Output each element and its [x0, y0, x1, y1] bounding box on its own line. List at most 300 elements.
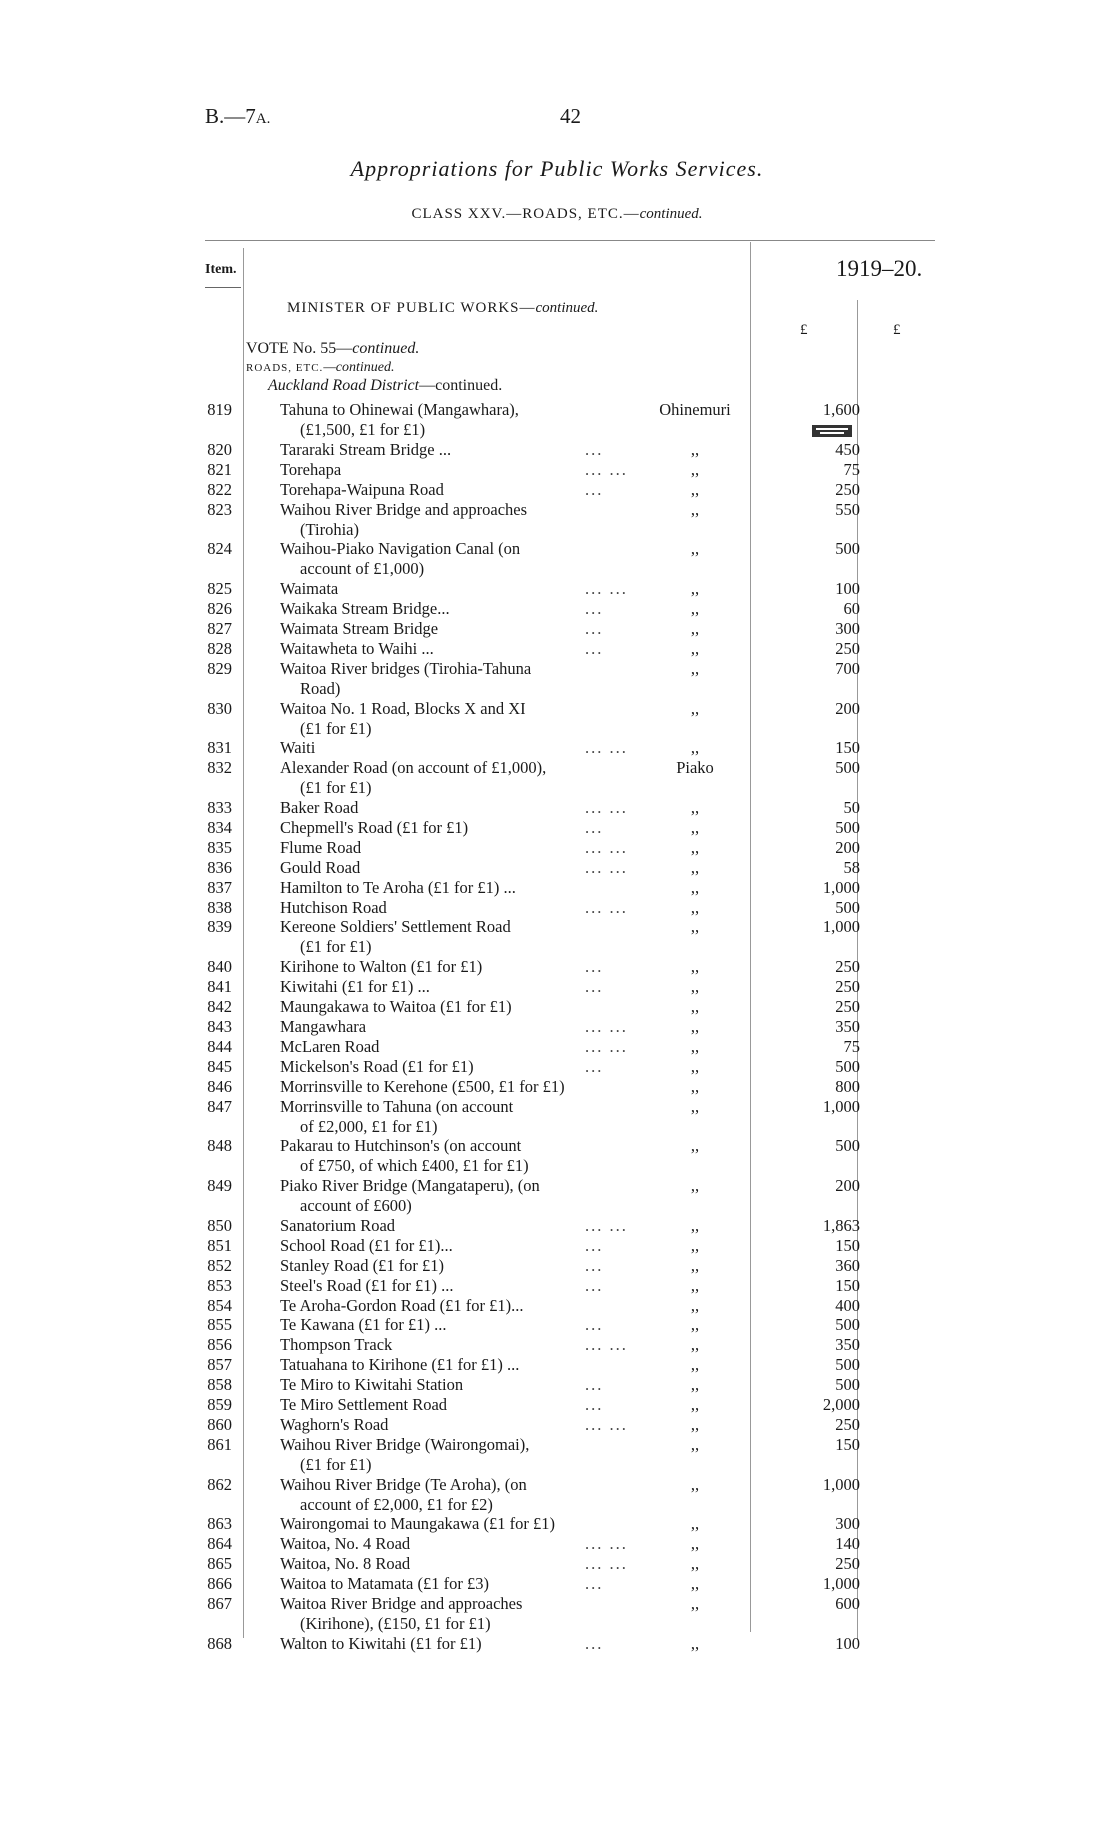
description-line: Te Kawana (£1 for £1) ... — [280, 1315, 447, 1335]
description-continuation: (£1,500, £1 for £1) — [300, 420, 426, 439]
description-line: Waghorn's Road — [280, 1414, 389, 1434]
leader-dots: ... ... — [585, 738, 628, 758]
item-district: ,, — [690, 1633, 700, 1653]
description-line: Walton to Kiwitahi (£1 for £1) — [280, 1633, 482, 1653]
item-amount: 500 — [835, 539, 860, 559]
description-line: Mickelson's Road (£1 for £1) — [280, 1056, 474, 1076]
item-amount: 1,863 — [822, 1215, 860, 1235]
item-district: ,, — [690, 1335, 700, 1355]
item-description — [280, 1215, 628, 1236]
item-description — [280, 459, 628, 480]
item-district: ,, — [690, 1235, 700, 1255]
description-continuation: of £2,000, £1 for £1) — [300, 1116, 438, 1136]
district-heading-name: Auckland Road District — [268, 377, 420, 394]
item-district: ,, — [690, 1474, 700, 1494]
item-number: 852 — [207, 1255, 232, 1275]
item-header-rule — [205, 287, 241, 288]
item-district: ,, — [690, 439, 700, 459]
roads-heading-main: ROADS, ETC. — [246, 362, 324, 374]
leader-dots: ... ... — [585, 1215, 628, 1235]
description-line: Flume Road — [280, 837, 362, 857]
item-number: 863 — [207, 1514, 232, 1534]
leader-dots: ... — [585, 957, 604, 977]
page-title: Appropriations for Public Works Services. — [350, 156, 764, 181]
leader-dots: ... — [585, 638, 604, 658]
item-number: 838 — [207, 897, 232, 917]
description-continuation: account of £2,000, £1 for £2) — [300, 1494, 493, 1514]
item-description — [280, 579, 628, 599]
item-description — [280, 1315, 604, 1335]
item-number: 857 — [207, 1355, 232, 1375]
item-amount: 350 — [835, 1335, 860, 1355]
item-district: ,, — [690, 1534, 700, 1554]
description-line: Waiti — [280, 738, 316, 758]
item-amount: 250 — [835, 997, 860, 1016]
description-line: Piako River Bridge (Mangataperu), (on — [280, 1176, 540, 1196]
item-amount: 350 — [835, 1016, 860, 1036]
item-description — [280, 1355, 519, 1375]
item-description — [280, 638, 604, 659]
item-number: 825 — [207, 579, 232, 599]
district-heading — [268, 377, 502, 395]
item-amount: 500 — [835, 1136, 860, 1156]
leader-dots: ... — [585, 1315, 604, 1335]
item-number: 867 — [207, 1594, 232, 1613]
leader-dots: ... ... — [585, 459, 628, 479]
item-description — [280, 917, 511, 957]
item-number: 858 — [207, 1375, 232, 1395]
item-number: 827 — [207, 618, 232, 638]
item-number: 835 — [207, 837, 232, 857]
item-amount: 50 — [843, 798, 860, 817]
item-amount: 1,000 — [822, 877, 860, 897]
item-number: 853 — [207, 1275, 232, 1295]
item-number: 839 — [207, 917, 232, 937]
item-description — [280, 1036, 628, 1057]
item-description — [280, 878, 516, 898]
item-amount: 300 — [835, 1514, 860, 1534]
item-district: ,, — [690, 977, 700, 997]
leader-dots: ... — [585, 1375, 604, 1395]
item-number: 828 — [207, 638, 232, 658]
item-number: 851 — [207, 1235, 232, 1255]
item-description — [280, 659, 531, 699]
item-description — [280, 539, 520, 579]
item-number: 840 — [207, 957, 232, 977]
item-district: ,, — [690, 1076, 700, 1096]
item-amount: 250 — [835, 638, 860, 658]
description-line: Morrinsville to Kerehone (£500, £1 for £1) — [280, 1076, 565, 1096]
item-amount: 250 — [835, 957, 860, 977]
item-amount: 500 — [835, 1375, 860, 1395]
description-line: Te Miro Settlement Road — [280, 1395, 448, 1414]
item-number: 821 — [207, 459, 232, 479]
item-amount: 150 — [835, 1434, 860, 1454]
item-district: ,, — [690, 618, 700, 638]
description-line: Waimata Stream Bridge — [280, 618, 439, 638]
item-district: ,, — [690, 857, 700, 877]
description-line: Waitoa No. 1 Road, Blocks X and XI — [280, 698, 526, 718]
item-district: ,, — [690, 1414, 700, 1434]
leader-dots: ... — [585, 1056, 604, 1076]
item-number: 848 — [207, 1136, 232, 1156]
item-amount: 500 — [835, 817, 860, 837]
description-line: Waihou River Bridge (Te Aroha), (on — [280, 1474, 527, 1494]
item-district: ,, — [690, 1036, 700, 1056]
item-number: 844 — [207, 1036, 232, 1056]
description-line: Waimata — [280, 579, 339, 599]
item-description — [280, 1176, 540, 1216]
leader-dots: ... — [585, 1395, 604, 1414]
item-number: 865 — [207, 1554, 232, 1574]
item-number: 841 — [207, 977, 232, 997]
item-amount: 75 — [843, 459, 860, 479]
leader-dots: ... — [585, 599, 604, 618]
item-description — [280, 997, 512, 1017]
minister-heading-main: MINISTER OF PUBLIC WORKS— — [287, 300, 536, 316]
item-district: ,, — [690, 1275, 700, 1295]
item-number: 842 — [207, 997, 232, 1016]
minister-heading-continued: continued. — [535, 300, 599, 316]
item-amount: 150 — [835, 1275, 860, 1295]
item-number: 855 — [207, 1315, 232, 1335]
item-amount: 1,000 — [822, 1574, 860, 1594]
item-number: 824 — [207, 539, 232, 559]
leader-dots: ... ... — [585, 1534, 628, 1554]
vote-heading-continued: continued. — [352, 340, 420, 357]
item-number: 864 — [207, 1534, 232, 1554]
item-number: 830 — [207, 698, 232, 718]
description-line: Wairongomai to Maungakawa (£1 for £1) — [280, 1514, 555, 1534]
description-line: Thompson Track — [280, 1335, 393, 1355]
item-amount: 300 — [835, 618, 860, 638]
item-amount: 1,000 — [822, 1474, 860, 1494]
description-line: Te Aroha-Gordon Road (£1 for £1)... — [280, 1295, 524, 1315]
item-district: ,, — [690, 579, 700, 599]
item-description — [280, 1395, 604, 1415]
item-number: 846 — [207, 1076, 232, 1096]
item-number: 834 — [207, 817, 232, 837]
leader-dots: ... ... — [585, 1554, 628, 1574]
leader-dots: ... ... — [585, 897, 628, 917]
item-description — [280, 500, 527, 540]
item-amount: 100 — [835, 579, 860, 599]
description-line: Steel's Road (£1 for £1) ... — [280, 1275, 454, 1295]
description-line: Waitawheta to Waihi ... — [280, 638, 434, 658]
item-district: ,, — [690, 638, 700, 658]
item-number: 831 — [207, 738, 232, 758]
year-column-header: 1919–20. — [836, 256, 923, 281]
leader-dots: ... ... — [585, 1036, 628, 1056]
item-number: 826 — [207, 599, 232, 618]
description-line: Stanley Road (£1 for £1) — [280, 1255, 445, 1275]
item-description — [280, 618, 604, 639]
leader-dots: ... ... — [585, 798, 628, 817]
description-continuation: account of £1,000) — [300, 559, 425, 579]
description-line: Waihou River Bridge (Wairongomai), — [280, 1434, 530, 1454]
item-district: ,, — [690, 877, 700, 897]
item-district: ,, — [690, 479, 700, 499]
leader-dots: ... — [585, 1275, 604, 1295]
item-number: 822 — [207, 479, 232, 499]
item-district: ,, — [690, 738, 700, 758]
item-amount: 500 — [835, 758, 860, 778]
item-amount: 600 — [835, 1594, 860, 1613]
item-description — [280, 817, 604, 838]
item-amount: 200 — [835, 1176, 860, 1196]
item-description — [280, 400, 519, 440]
description-continuation: (£1 for £1) — [300, 937, 372, 957]
item-amount: 60 — [843, 599, 860, 618]
item-number: 843 — [207, 1016, 232, 1036]
description-line: Torehapa — [280, 459, 342, 479]
description-line: Waihou River Bridge and approaches — [280, 499, 528, 519]
item-number: 836 — [207, 857, 232, 877]
ink-stamp-mark — [810, 422, 854, 440]
description-line: Waikaka Stream Bridge... — [280, 599, 450, 618]
description-line: Kirihone to Walton (£1 for £1) — [280, 957, 483, 977]
leader-dots: ... — [585, 439, 604, 459]
item-number: 829 — [207, 658, 232, 678]
item-number: 866 — [207, 1574, 232, 1594]
item-district: ,, — [690, 499, 700, 519]
description-line: Morrinsville to Tahuna (on account — [280, 1096, 514, 1116]
item-amount: 550 — [835, 499, 860, 519]
item-description — [280, 1056, 604, 1077]
description-line: Tararaki Stream Bridge ... — [280, 439, 452, 459]
leader-dots: ... — [585, 1235, 604, 1255]
description-line: Waitoa to Matamata (£1 for £3) — [280, 1574, 489, 1594]
item-description — [280, 1097, 513, 1137]
reference-suffix: A. — [255, 111, 271, 127]
item-amount: 1,600 — [822, 400, 860, 419]
item-amount: 500 — [835, 1315, 860, 1335]
item-amount: 200 — [835, 698, 860, 718]
item-district: ,, — [690, 917, 700, 937]
description-line: Waitoa River Bridge and approaches — [280, 1594, 523, 1613]
item-number: 847 — [207, 1096, 232, 1116]
description-continuation: (£1 for £1) — [300, 1454, 372, 1474]
item-district: Piako — [676, 758, 714, 778]
item-description — [280, 1375, 604, 1395]
item-number: 850 — [207, 1215, 232, 1235]
item-number: 833 — [207, 798, 232, 817]
roads-heading-continued: —continued. — [323, 360, 395, 375]
item-description — [280, 439, 604, 460]
item-district: ,, — [690, 1136, 700, 1156]
item-number: 856 — [207, 1335, 232, 1355]
district-heading-continued: —continued. — [419, 377, 503, 394]
item-description — [280, 857, 628, 878]
leader-dots: ... — [585, 1255, 604, 1275]
leader-dots: ... ... — [585, 579, 628, 599]
item-number: 819 — [207, 400, 232, 419]
item-description — [280, 1335, 628, 1355]
description-continuation: (£1 for £1) — [300, 718, 372, 738]
item-amount: 400 — [835, 1295, 860, 1315]
item-description — [280, 1414, 628, 1435]
item-number: 820 — [207, 439, 232, 459]
item-amount: 2,000 — [822, 1395, 860, 1414]
item-number: 845 — [207, 1056, 232, 1076]
item-number: 823 — [207, 499, 232, 519]
leader-dots: ... — [585, 817, 604, 837]
item-description — [280, 1235, 604, 1256]
leader-dots: ... ... — [585, 1414, 628, 1434]
class-heading-continued: continued. — [639, 206, 703, 222]
item-description — [280, 957, 604, 977]
pound-unit-b: £ — [893, 322, 901, 338]
item-number: 859 — [207, 1395, 232, 1414]
item-description — [280, 699, 526, 739]
item-amount: 800 — [835, 1076, 860, 1096]
item-district: ,, — [690, 1056, 700, 1076]
item-amount: 150 — [835, 1235, 860, 1255]
leader-dots: ... ... — [585, 1016, 628, 1036]
item-number: 854 — [207, 1295, 232, 1315]
class-heading-main: CLASS XXV.—ROADS, ETC.— — [411, 206, 640, 222]
document-reference — [205, 104, 270, 129]
item-description — [280, 1077, 565, 1097]
item-description — [280, 738, 628, 758]
minister-heading — [287, 300, 598, 317]
item-district: ,, — [690, 459, 700, 479]
class-heading — [0, 206, 1114, 223]
description-line: Hutchison Road — [280, 897, 387, 917]
page-number: 42 — [560, 104, 581, 128]
item-district: ,, — [690, 997, 700, 1016]
leader-dots: ... ... — [585, 1335, 628, 1355]
item-amount: 500 — [835, 897, 860, 917]
description-continuation: (Tirohia) — [300, 519, 359, 539]
item-district: ,, — [690, 957, 700, 977]
item-amount: 700 — [835, 658, 860, 678]
description-line: Gould Road — [280, 857, 361, 877]
description-line: Tatuahana to Kirihone (£1 for £1) ... — [280, 1355, 520, 1375]
description-line: Waitoa River bridges (Tirohia-Tahuna — [280, 658, 532, 678]
item-district: ,, — [690, 1574, 700, 1594]
item-district: ,, — [690, 539, 700, 559]
description-continuation: (Kirihone), (£150, £1 for £1) — [300, 1614, 491, 1633]
description-line: Waitoa, No. 4 Road — [280, 1534, 411, 1554]
item-district: ,, — [690, 1395, 700, 1414]
description-line: Alexander Road (on account of £1,000), — [280, 758, 547, 778]
description-line: Maungakawa to Waitoa (£1 for £1) — [280, 997, 512, 1016]
item-district: ,, — [690, 599, 700, 618]
item-district: ,, — [690, 1375, 700, 1395]
item-district: ,, — [690, 1096, 700, 1116]
item-number: 832 — [207, 758, 232, 778]
description-line: Torehapa-Waipuna Road — [280, 479, 444, 499]
item-district: ,, — [690, 1594, 700, 1613]
item-district: ,, — [690, 658, 700, 678]
item-number: 849 — [207, 1176, 232, 1196]
item-description — [280, 1554, 628, 1574]
description-line: Chepmell's Road (£1 for £1) — [280, 817, 469, 837]
item-district: ,, — [690, 837, 700, 857]
item-amount: 500 — [835, 1355, 860, 1375]
description-line: Sanatorium Road — [280, 1215, 396, 1235]
description-line: McLaren Road — [280, 1036, 380, 1056]
item-district: ,, — [690, 1255, 700, 1275]
item-description — [280, 977, 604, 997]
description-line: Kiwitahi (£1 for £1) ... — [280, 977, 430, 997]
item-amount: 500 — [835, 1056, 860, 1076]
item-district: ,, — [690, 1295, 700, 1315]
item-number: 860 — [207, 1414, 232, 1434]
item-description — [280, 1534, 628, 1554]
vote-heading — [246, 340, 419, 358]
item-description — [280, 1475, 527, 1515]
leader-dots: ... — [585, 618, 604, 638]
roads-heading — [246, 360, 394, 376]
description-line: Waihou-Piako Navigation Canal (on — [280, 539, 521, 559]
item-amount: 100 — [835, 1633, 860, 1653]
item-description — [280, 1594, 522, 1634]
item-amount: 1,000 — [822, 917, 860, 937]
item-district: ,, — [690, 1434, 700, 1454]
item-district: ,, — [690, 1215, 700, 1235]
description-line: School Road (£1 for £1)... — [280, 1235, 453, 1255]
item-description — [280, 1296, 524, 1316]
item-district: ,, — [690, 1315, 700, 1335]
item-description — [280, 1275, 604, 1296]
item-number: 862 — [207, 1474, 232, 1494]
item-amount: 140 — [835, 1534, 860, 1554]
description-line: Waitoa, No. 8 Road — [280, 1554, 411, 1574]
item-district: ,, — [690, 1514, 700, 1534]
item-district: ,, — [690, 798, 700, 817]
leader-dots: ... ... — [585, 857, 628, 877]
item-description — [280, 798, 628, 818]
item-description — [280, 758, 546, 798]
item-description — [280, 1633, 604, 1654]
description-line: Mangawhara — [280, 1016, 367, 1036]
item-district: ,, — [690, 1355, 700, 1375]
item-number: 861 — [207, 1434, 232, 1454]
item-column-divider — [243, 248, 244, 1638]
item-amount: 250 — [835, 977, 860, 997]
description-line: Kereone Soldiers' Settlement Road — [280, 917, 511, 937]
leader-dots: ... — [585, 1633, 604, 1653]
pound-unit-a: £ — [800, 322, 808, 338]
item-amount: 200 — [835, 837, 860, 857]
leader-dots: ... — [585, 1574, 604, 1594]
item-amount: 250 — [835, 1414, 860, 1434]
description-continuation: account of £600) — [300, 1196, 412, 1216]
item-description — [280, 1255, 604, 1276]
item-amount: 250 — [835, 479, 860, 499]
item-district: ,, — [690, 1016, 700, 1036]
item-amount: 360 — [835, 1255, 860, 1275]
item-description — [280, 1016, 628, 1037]
description-line: Te Miro to Kiwitahi Station — [280, 1375, 464, 1395]
item-district: ,, — [690, 698, 700, 718]
item-description — [280, 1514, 555, 1534]
item-district: ,, — [690, 897, 700, 917]
item-description — [280, 599, 604, 619]
table-top-rule — [205, 240, 935, 241]
item-amount: 75 — [843, 1036, 860, 1056]
item-number: 837 — [207, 877, 232, 897]
item-district: ,, — [690, 817, 700, 837]
reference-main: B.—7 — [205, 104, 256, 128]
description-continuation: (£1 for £1) — [300, 778, 372, 798]
item-description — [280, 1574, 604, 1594]
item-amount: 150 — [835, 738, 860, 758]
item-description — [280, 479, 604, 500]
description-line: Baker Road — [280, 798, 359, 817]
